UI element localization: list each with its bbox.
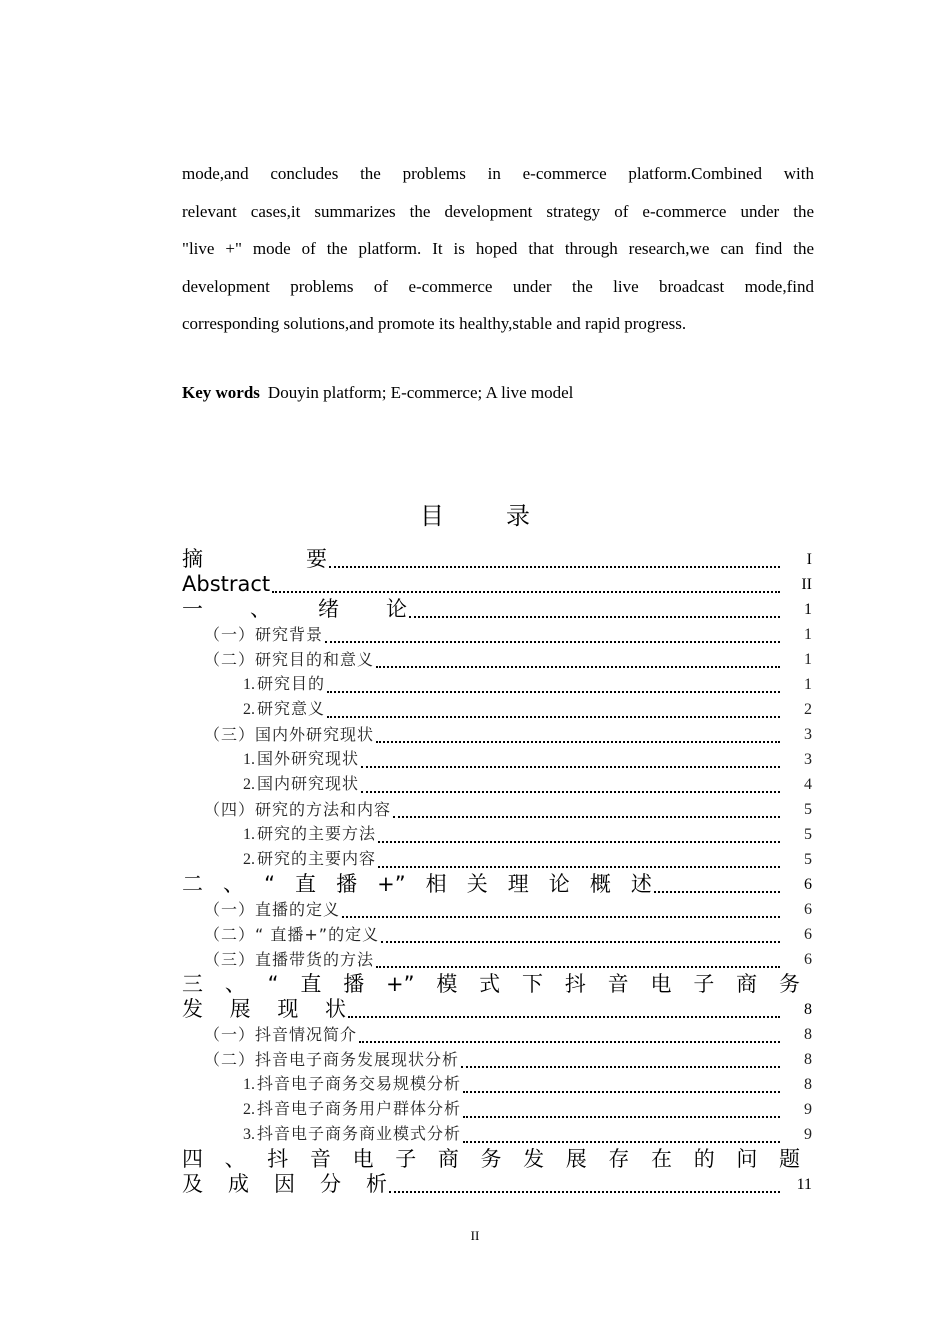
toc-entry-title: （一）抖音情况简介 bbox=[204, 1025, 358, 1044]
toc-char: 述 bbox=[630, 872, 652, 896]
toc-entry[interactable] bbox=[182, 797, 812, 822]
toc-char: 、 bbox=[224, 1147, 246, 1171]
toc-leader-dots bbox=[654, 889, 780, 893]
abstract-line: corresponding solutions,and promote its healthy,stable and rapid progress. bbox=[182, 314, 687, 333]
toc-char: 二 bbox=[182, 872, 203, 896]
toc-page-number: 2 bbox=[804, 701, 812, 718]
toc-char: 、 bbox=[250, 597, 271, 621]
toc-entry-number: 1. bbox=[243, 826, 255, 843]
toc-leader-dots bbox=[376, 739, 780, 743]
toc-char: “ bbox=[267, 972, 279, 996]
toc-page-number: 1 bbox=[804, 651, 812, 668]
toc-char: 发 bbox=[523, 1147, 545, 1171]
toc-char: 务 bbox=[778, 972, 800, 996]
toc-entry-title: （三）直播带货的方法 bbox=[204, 950, 375, 969]
toc-leader-dots bbox=[272, 589, 780, 593]
toc-leader-dots bbox=[378, 839, 780, 843]
toc-entry-title bbox=[243, 1121, 461, 1147]
toc-char: “ bbox=[264, 872, 275, 896]
toc-page-number: 5 bbox=[804, 801, 812, 818]
toc-leader-dots bbox=[376, 964, 780, 968]
toc-entry[interactable] bbox=[182, 647, 812, 672]
toc-entry[interactable] bbox=[182, 622, 812, 647]
toc-entry-title bbox=[243, 671, 325, 697]
toc-char: 务 bbox=[480, 1147, 502, 1171]
toc-char: 要 bbox=[306, 547, 327, 571]
toc-entry-title bbox=[243, 746, 359, 772]
toc-leader-dots bbox=[325, 639, 780, 643]
toc-char: 摘 bbox=[182, 547, 203, 571]
toc-entry[interactable] bbox=[182, 847, 812, 872]
toc-page-number: I bbox=[806, 551, 812, 568]
toc-entry-title: （二）“ 直播+”的定义 bbox=[204, 925, 380, 944]
toc-page-number: 6 bbox=[804, 876, 812, 893]
toc-entry-number: 3. bbox=[243, 1126, 255, 1143]
toc-char: +” bbox=[377, 872, 406, 896]
toc-page-number: 8 bbox=[804, 1001, 812, 1018]
toc-page-number: 8 bbox=[804, 1026, 812, 1043]
toc-page-number: 6 bbox=[804, 951, 812, 968]
toc-page-number: 1 bbox=[804, 601, 812, 618]
abstract-line: relevant cases,it summarizes the development strategy of e-commerce under the bbox=[182, 201, 814, 221]
toc-char: 论 bbox=[386, 597, 407, 621]
toc-entry[interactable] bbox=[182, 897, 812, 922]
toc-entry[interactable] bbox=[182, 697, 812, 722]
toc-char: 在 bbox=[651, 1147, 673, 1171]
toc-char: 商 bbox=[437, 1147, 459, 1171]
toc-entry[interactable] bbox=[182, 1072, 812, 1097]
toc-leader-dots bbox=[389, 1189, 780, 1193]
toc-char: 概 bbox=[589, 872, 611, 896]
toc-char: 相 bbox=[425, 872, 447, 896]
toc-char: 、 bbox=[223, 872, 245, 896]
toc-page-number: 5 bbox=[804, 826, 812, 843]
toc-entry[interactable] bbox=[182, 1172, 812, 1197]
toc-char: 电 bbox=[352, 1147, 374, 1171]
toc-entry[interactable] bbox=[182, 547, 812, 572]
toc-char: 问 bbox=[736, 1147, 758, 1171]
toc-entry[interactable] bbox=[182, 1122, 812, 1147]
toc-entry-number: 2. bbox=[243, 701, 255, 718]
toc-page-number: 1 bbox=[804, 676, 812, 693]
toc-char: 式 bbox=[479, 972, 501, 996]
toc-entry-wrap-line bbox=[182, 1147, 800, 1172]
toc-char: 展 bbox=[565, 1147, 587, 1171]
toc-char: 四 bbox=[182, 1147, 203, 1171]
toc-char: 一 bbox=[182, 597, 203, 621]
toc-char: 电 bbox=[650, 972, 672, 996]
toc-entry-number: 1. bbox=[243, 1076, 255, 1093]
toc-char: 三 bbox=[182, 972, 203, 996]
toc-page-number: 4 bbox=[804, 776, 812, 793]
toc-entry[interactable] bbox=[182, 1097, 812, 1122]
toc-leader-dots bbox=[378, 864, 780, 868]
toc-entry-text: 抖音电子商务用户群体分析 bbox=[257, 1099, 462, 1118]
toc-entry-text: 研究的主要方法 bbox=[257, 824, 377, 843]
toc-leader-dots bbox=[461, 1064, 780, 1068]
toc-entry-wrap-line bbox=[182, 972, 800, 997]
toc-page-number: 9 bbox=[804, 1126, 812, 1143]
toc-page-number: 3 bbox=[804, 726, 812, 743]
toc-char: 音 bbox=[607, 972, 629, 996]
toc-char: 音 bbox=[309, 1147, 331, 1171]
toc-entry[interactable] bbox=[182, 947, 812, 972]
toc-leader-dots bbox=[381, 939, 780, 943]
toc-entry-number: 1. bbox=[243, 751, 255, 768]
toc-entry[interactable] bbox=[182, 922, 812, 947]
toc-entry-title: （二）研究目的和意义 bbox=[204, 650, 375, 669]
toc-page-number: 6 bbox=[804, 901, 812, 918]
toc-char: 绪 bbox=[318, 597, 339, 621]
toc-page-number: 6 bbox=[804, 926, 812, 943]
toc-char: 的 bbox=[693, 1147, 715, 1171]
keywords-text: Douyin platform; E-commerce; A live model bbox=[267, 383, 574, 402]
toc-char: 直 bbox=[300, 972, 322, 996]
toc-page-number: 1 bbox=[804, 626, 812, 643]
toc-char: 论 bbox=[548, 872, 570, 896]
toc-leader-dots bbox=[361, 789, 780, 793]
toc-leader-dots bbox=[327, 689, 780, 693]
toc-char: 下 bbox=[522, 972, 543, 996]
toc-entry[interactable] bbox=[182, 772, 812, 797]
toc-page-number: 8 bbox=[804, 1076, 812, 1093]
toc-entry[interactable] bbox=[182, 672, 812, 697]
toc-leader-dots bbox=[409, 614, 780, 618]
toc-entry-text: 抖音电子商务交易规模分析 bbox=[257, 1074, 462, 1093]
toc-entry[interactable] bbox=[182, 872, 812, 897]
toc-entry-title bbox=[243, 696, 325, 722]
toc-entry-text: 国内研究现状 bbox=[257, 774, 360, 793]
toc-entry-text: 研究意义 bbox=[257, 699, 326, 718]
keywords bbox=[182, 380, 573, 406]
toc-page-number: II bbox=[801, 576, 812, 593]
toc-entry-title bbox=[182, 1172, 387, 1197]
abstract-line: mode,and concludes the problems in e-commerce platform.Combined with bbox=[182, 164, 814, 183]
toc-char: 商 bbox=[736, 972, 758, 996]
toc-entry-title: （一）直播的定义 bbox=[204, 900, 341, 919]
toc-char: 现 bbox=[277, 997, 299, 1021]
toc-entry-text: 国外研究现状 bbox=[257, 749, 360, 768]
toc-char: 子 bbox=[693, 972, 715, 996]
toc-char: 模 bbox=[436, 972, 458, 996]
toc-entry-title: （三）国内外研究现状 bbox=[204, 725, 375, 744]
toc-entry-text: 研究的主要内容 bbox=[257, 849, 377, 868]
toc-entry[interactable] bbox=[182, 722, 812, 747]
toc-entry-number: 2. bbox=[243, 851, 255, 868]
toc-entry-title bbox=[182, 547, 327, 572]
toc-entry[interactable] bbox=[182, 997, 812, 1022]
toc-char: 状 bbox=[324, 997, 346, 1021]
toc-char: 题 bbox=[778, 1147, 800, 1171]
toc-entry-title bbox=[243, 771, 359, 797]
toc-char: 及 bbox=[182, 1172, 203, 1196]
toc-entry-title bbox=[243, 821, 376, 847]
abstract-paragraph bbox=[182, 155, 814, 343]
toc-char: 、 bbox=[224, 972, 246, 996]
toc-leader-dots bbox=[463, 1089, 780, 1093]
abstract-line: "live +" mode of the platform. It is hoped that through research,we can find the bbox=[182, 239, 814, 258]
toc-entry[interactable] bbox=[182, 597, 812, 622]
toc-entry[interactable] bbox=[182, 1047, 812, 1072]
toc-char: +” bbox=[386, 972, 415, 996]
toc-leader-dots bbox=[361, 764, 780, 768]
abstract-line: development problems of e-commerce under the live broadcast mode,find bbox=[182, 276, 814, 296]
toc-entry-number: 2. bbox=[243, 776, 255, 793]
toc-title bbox=[0, 496, 950, 531]
toc-entry[interactable] bbox=[182, 1022, 812, 1047]
toc-entry-title: （四）研究的方法和内容 bbox=[204, 800, 392, 819]
toc-entry[interactable] bbox=[182, 747, 812, 772]
toc-leader-dots bbox=[376, 664, 780, 668]
toc-leader-dots bbox=[359, 1039, 780, 1043]
toc-page-number: 3 bbox=[804, 751, 812, 768]
toc-char: 因 bbox=[274, 1172, 295, 1196]
toc-char: 播 bbox=[343, 972, 365, 996]
toc-entry-text: 研究目的 bbox=[257, 674, 326, 693]
toc-char: 理 bbox=[507, 872, 529, 896]
toc-entry-title bbox=[243, 846, 376, 872]
toc-char: 直 bbox=[295, 872, 317, 896]
toc-title-char: 录 bbox=[506, 502, 530, 530]
toc-char: 分 bbox=[320, 1172, 341, 1196]
toc-entry-title: （二）抖音电子商务发展现状分析 bbox=[204, 1050, 460, 1069]
toc-entry-title bbox=[243, 1096, 461, 1122]
toc-entry-number: 1. bbox=[243, 676, 255, 693]
toc-leader-dots bbox=[463, 1114, 780, 1118]
toc-leader-dots bbox=[329, 564, 780, 568]
toc-char: 抖 bbox=[267, 1147, 289, 1171]
toc-entry[interactable] bbox=[182, 572, 812, 597]
toc-char: 存 bbox=[608, 1147, 630, 1171]
toc-entry-title bbox=[182, 872, 652, 897]
toc-char: 成 bbox=[228, 1172, 249, 1196]
table-of-contents bbox=[182, 547, 812, 1197]
toc-entry-title bbox=[182, 597, 407, 622]
toc-page-number: 11 bbox=[796, 1176, 812, 1193]
keywords-label: Key words bbox=[182, 383, 260, 402]
toc-entry-title bbox=[243, 1071, 461, 1097]
toc-char: 抖 bbox=[564, 972, 586, 996]
toc-page-number: 8 bbox=[804, 1051, 812, 1068]
toc-entry-text: 抖音电子商务商业模式分析 bbox=[257, 1124, 462, 1143]
page-number: II bbox=[470, 1228, 480, 1243]
toc-leader-dots bbox=[342, 914, 780, 918]
toc-page-number: 9 bbox=[804, 1101, 812, 1118]
toc-char: 子 bbox=[395, 1147, 417, 1171]
toc-char: 展 bbox=[229, 997, 251, 1021]
toc-leader-dots bbox=[463, 1139, 780, 1143]
toc-title-char: 目 bbox=[420, 502, 444, 530]
toc-entry[interactable] bbox=[182, 822, 812, 847]
toc-entry-title bbox=[182, 997, 346, 1022]
toc-leader-dots bbox=[348, 1014, 780, 1018]
toc-char: 发 bbox=[182, 997, 203, 1021]
toc-char: 关 bbox=[466, 872, 488, 896]
toc-page-number: 5 bbox=[804, 851, 812, 868]
toc-leader-dots bbox=[327, 714, 780, 718]
toc-leader-dots bbox=[393, 814, 780, 818]
toc-char: 析 bbox=[366, 1172, 387, 1196]
toc-entry-title: （一）研究背景 bbox=[204, 625, 324, 644]
toc-entry-number: 2. bbox=[243, 1101, 255, 1118]
toc-char: 播 bbox=[336, 872, 358, 896]
toc-entry-title: Abstract bbox=[182, 572, 271, 596]
